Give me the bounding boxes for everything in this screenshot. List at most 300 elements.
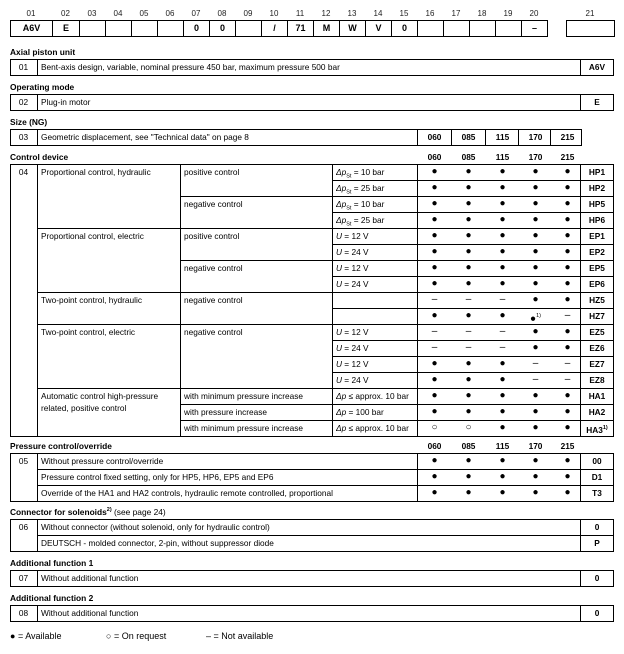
param-value: = 24 V <box>342 279 369 289</box>
param-value: = 24 V <box>342 247 369 257</box>
code-text: HA1 <box>588 391 606 401</box>
availability-mark: ● <box>564 455 571 466</box>
code-box: 0 <box>183 20 210 37</box>
size-code: 115 <box>495 132 510 142</box>
divider <box>37 605 38 622</box>
position-number: 05 <box>139 9 149 18</box>
code-box <box>79 20 106 37</box>
availability-mark: ● <box>564 246 571 257</box>
size-header: 215 <box>560 152 575 162</box>
legend-not-available <box>206 631 273 641</box>
control-parameter <box>336 340 416 356</box>
param-value: = 100 bar <box>346 407 384 417</box>
availability-mark: – <box>431 294 438 305</box>
control-sub-label: negative control <box>184 199 243 209</box>
availability-mark: ● <box>465 406 472 417</box>
order-code: 0 <box>594 573 600 583</box>
availability-mark: ● <box>532 230 539 241</box>
row-number: 08 <box>18 608 29 618</box>
availability-mark: – <box>532 374 539 385</box>
availability-mark: ● <box>564 182 571 193</box>
footnote-ref: 1) <box>602 425 608 431</box>
position-number: 04 <box>113 9 123 18</box>
availability-mark: ● <box>431 390 438 401</box>
availability-mark: ● <box>532 487 539 498</box>
order-code <box>580 212 614 228</box>
control-group-label: Automatic control high-pressure related, positive control <box>41 391 159 413</box>
order-code <box>580 388 614 404</box>
availability-mark: ● <box>465 182 472 193</box>
section-title: Size (NG) <box>10 117 48 127</box>
availability-mark: ● <box>499 406 506 417</box>
availability-mark: ● <box>564 278 571 289</box>
control-parameter <box>336 276 416 292</box>
control-sub-label: negative control <box>184 263 243 273</box>
code-box: / <box>261 20 288 37</box>
code-text: EP6 <box>589 279 605 289</box>
param-symbol: Δp <box>336 407 347 417</box>
code-box: 0 <box>209 20 236 37</box>
control-parameter <box>336 164 416 180</box>
availability-mark: – <box>564 374 571 385</box>
param-value: = 10 bar <box>351 167 385 177</box>
param-value: ≤ approx. 10 bar <box>346 391 409 401</box>
order-code: A6V <box>588 62 606 72</box>
availability-mark: – <box>431 326 438 337</box>
order-code: T3 <box>592 488 602 498</box>
row-description: Without additional function <box>41 608 139 618</box>
order-code <box>580 164 614 180</box>
availability-mark: ● <box>564 326 571 337</box>
availability-mark: ● <box>431 358 438 369</box>
param-value: ≤ approx. 10 bar <box>346 423 409 433</box>
code-box <box>495 20 522 37</box>
availability-mark: ● <box>564 487 571 498</box>
code-box <box>131 20 158 37</box>
section-title: Pressure control/override <box>10 441 112 451</box>
order-code: 0 <box>594 522 600 532</box>
position-number: 10 <box>269 9 279 18</box>
code-box: E <box>52 20 80 37</box>
position-number: 07 <box>191 9 201 18</box>
availability-mark: ● <box>431 230 438 241</box>
section-title: Additional function 1 <box>10 558 94 568</box>
code-box <box>105 20 132 37</box>
control-group-label: Two-point control, hydraulic <box>41 295 142 305</box>
availability-mark: ● <box>431 198 438 209</box>
size-header: 170 <box>528 441 543 451</box>
param-symbol: U <box>336 375 342 385</box>
availability-mark: ● <box>532 326 539 337</box>
order-code: 0 <box>594 608 600 618</box>
legend-on-request-label: = On request <box>113 631 167 641</box>
availability-mark: ● <box>564 406 571 417</box>
divider <box>37 453 38 501</box>
param-value: = 12 V <box>342 327 369 337</box>
availability-mark: ● <box>499 182 506 193</box>
param-symbol: U <box>336 247 342 257</box>
row-description: Geometric displacement, see "Technical data" on page 8 <box>41 132 249 142</box>
param-value: = 25 bar <box>351 183 385 193</box>
availability-mark: ● <box>532 406 539 417</box>
availability-mark: ● <box>465 262 472 273</box>
param-value: = 12 V <box>342 263 369 273</box>
size-header: 115 <box>495 441 510 451</box>
order-code <box>580 196 614 212</box>
availability-mark: – <box>499 294 506 305</box>
control-parameter <box>336 356 416 372</box>
availability-mark: – <box>465 342 472 353</box>
code-text: EZ8 <box>589 375 605 385</box>
availability-mark: ● <box>465 374 472 385</box>
availability-mark: – <box>465 294 472 305</box>
availability-mark: ● <box>532 214 539 225</box>
code-box <box>235 20 262 37</box>
availability-mark: ● <box>532 455 539 466</box>
availability-mark: – <box>564 310 571 321</box>
section-title: Additional function 2 <box>10 593 94 603</box>
availability-mark: ● <box>564 390 571 401</box>
code-text: EP1 <box>589 231 605 241</box>
legend-available-label: = Available <box>17 631 62 641</box>
code-text: EP5 <box>589 263 605 273</box>
code-box: 0 <box>391 20 418 37</box>
control-parameter <box>336 388 416 404</box>
row-description: Pressure control fixed setting, only for HP5, HP6, EP5 and EP6 <box>41 472 274 482</box>
availability-mark: ● <box>431 471 438 482</box>
order-code: 00 <box>592 456 602 466</box>
code-text: HP6 <box>588 215 606 225</box>
availability-mark: ● <box>532 390 539 401</box>
row-number: 03 <box>18 132 29 142</box>
availability-mark: ○ <box>431 422 438 433</box>
availability-mark: ● <box>431 262 438 273</box>
row-number: 02 <box>18 97 29 107</box>
availability-mark: ● <box>465 487 472 498</box>
position-number: 13 <box>347 9 357 18</box>
code-box: – <box>521 20 548 37</box>
param-symbol: Δp <box>336 423 347 433</box>
availability-mark: ● <box>532 422 539 433</box>
divider <box>37 129 38 146</box>
control-sub-label: with minimum pressure increase <box>184 391 303 401</box>
code-text: HP5 <box>588 199 606 209</box>
row-number: 01 <box>18 62 29 72</box>
param-subscript: St <box>346 173 352 180</box>
control-parameter <box>336 420 416 436</box>
position-number: 03 <box>87 9 97 18</box>
param-value: = 24 V <box>342 343 369 353</box>
row-description: Without additional function <box>41 573 139 583</box>
availability-mark: ● <box>532 471 539 482</box>
code-text: HA3 <box>586 424 603 435</box>
control-parameter <box>336 260 416 276</box>
row-number: 04 <box>18 167 29 177</box>
availability-mark: ● <box>465 214 472 225</box>
availability-mark: ● <box>564 198 571 209</box>
dash-icon: – <box>206 631 214 641</box>
availability-mark: ● <box>499 246 506 257</box>
control-group-label: Proportional control, hydraulic <box>41 167 151 177</box>
availability-mark: ● <box>532 294 539 305</box>
control-sub-label: positive control <box>184 167 240 177</box>
availability-mark: ● <box>564 471 571 482</box>
availability-mark: ● <box>499 310 506 321</box>
availability-mark: ● <box>499 230 506 241</box>
row-description: Plug-in motor <box>41 97 91 107</box>
row-description: Override of the HA1 and HA2 controls, hydraulic remote controlled, proportional <box>41 488 333 498</box>
availability-mark: ● <box>499 471 506 482</box>
code-box <box>566 20 615 37</box>
section-title: Control device <box>10 152 69 162</box>
availability-mark: ●$^{1)}$ <box>530 313 541 325</box>
position-number: 16 <box>425 9 435 18</box>
connector-title-sup: 2) <box>106 507 112 514</box>
order-code <box>580 276 614 292</box>
param-symbol: U <box>336 263 342 273</box>
availability-mark: – <box>499 342 506 353</box>
divider <box>37 164 38 436</box>
order-code <box>580 372 614 388</box>
divider <box>37 570 38 587</box>
availability-mark: ● <box>465 358 472 369</box>
param-symbol: U <box>336 359 342 369</box>
param-value: = 24 V <box>342 375 369 385</box>
availability-mark: ● <box>465 278 472 289</box>
size-code: 215 <box>560 132 575 142</box>
availability-mark: ● <box>431 182 438 193</box>
availability-mark: – <box>532 358 539 369</box>
control-sub-label: negative control <box>184 327 243 337</box>
position-number: 20 <box>529 9 539 18</box>
code-text: EZ6 <box>589 343 605 353</box>
availability-mark: ○ <box>465 422 472 433</box>
availability-mark: ● <box>499 358 506 369</box>
legend-not-available-label: = Not available <box>213 631 274 641</box>
size-header: 085 <box>461 152 476 162</box>
availability-mark: ● <box>499 390 506 401</box>
position-number: 14 <box>373 9 383 18</box>
availability-mark: ● <box>465 246 472 257</box>
availability-mark: ● <box>431 310 438 321</box>
code-box: A6V <box>10 20 53 37</box>
divider <box>332 164 333 436</box>
availability-mark: ● <box>532 342 539 353</box>
code-box <box>417 20 444 37</box>
availability-mark: ● <box>564 166 571 177</box>
order-code <box>580 228 614 244</box>
control-parameter <box>336 212 416 228</box>
legend-on-request <box>106 631 166 641</box>
size-header: 170 <box>528 152 543 162</box>
param-symbol: Δp <box>336 167 347 177</box>
code-text: HZ5 <box>589 295 605 305</box>
control-sub-label: negative control <box>184 295 243 305</box>
availability-mark: ● <box>499 455 506 466</box>
position-number: 01 <box>26 9 36 18</box>
row-description: Without connector (without solenoid, only for hydraulic control) <box>41 522 270 532</box>
filled-dot-icon: ● <box>10 631 18 641</box>
control-parameter <box>336 324 416 340</box>
order-code <box>580 180 614 196</box>
code-box: 71 <box>287 20 314 37</box>
availability-mark: ● <box>499 422 506 433</box>
divider <box>37 94 38 111</box>
param-symbol: U <box>336 231 342 241</box>
availability-mark: ● <box>564 422 571 433</box>
hollow-dot-icon: ○ <box>106 631 114 641</box>
availability-mark: ● <box>431 455 438 466</box>
position-number: 09 <box>243 9 253 18</box>
control-parameter <box>336 372 416 388</box>
control-parameter <box>336 292 416 308</box>
row-number: 06 <box>18 522 29 532</box>
availability-mark: ● <box>431 374 438 385</box>
connector-title-note: (see page 24) <box>111 507 166 517</box>
control-group-label: Proportional control, electric <box>41 231 144 241</box>
availability-mark: ● <box>499 487 506 498</box>
legend-available <box>10 631 62 641</box>
size-header: 115 <box>495 152 510 162</box>
order-code: P <box>594 538 600 548</box>
availability-mark: ● <box>532 182 539 193</box>
order-code <box>580 292 614 308</box>
size-code: 170 <box>528 132 543 142</box>
order-code <box>580 308 614 324</box>
param-value: = 12 V <box>342 359 369 369</box>
availability-mark: ● <box>499 374 506 385</box>
row-description: DEUTSCH - molded connector, 2-pin, without suppressor diode <box>41 538 274 548</box>
availability-mark: ● <box>564 342 571 353</box>
code-text: EZ5 <box>589 327 605 337</box>
order-code <box>580 324 614 340</box>
position-number: 18 <box>477 9 487 18</box>
availability-mark: ● <box>465 455 472 466</box>
order-code: D1 <box>591 472 603 482</box>
param-symbol: U <box>336 343 342 353</box>
availability-mark: ● <box>564 294 571 305</box>
availability-mark: ● <box>465 198 472 209</box>
availability-mark: ● <box>499 278 506 289</box>
position-number: 11 <box>295 9 305 18</box>
size-code: 085 <box>461 132 476 142</box>
control-group-label: Two-point control, electric <box>41 327 136 337</box>
availability-mark: ● <box>499 166 506 177</box>
row-description: Without pressure control/override <box>41 456 164 466</box>
param-symbol: U <box>336 327 342 337</box>
position-number: 21 <box>585 9 595 18</box>
availability-mark: – <box>564 358 571 369</box>
availability-mark: ● <box>532 262 539 273</box>
order-code <box>580 420 614 436</box>
control-parameter <box>336 228 416 244</box>
code-text: HP1 <box>588 167 606 177</box>
availability-mark: – <box>465 326 472 337</box>
param-symbol: U <box>336 279 342 289</box>
control-parameter <box>336 196 416 212</box>
position-number: 15 <box>399 9 409 18</box>
availability-mark: ● <box>532 278 539 289</box>
availability-mark: ● <box>465 310 472 321</box>
availability-mark: ● <box>564 262 571 273</box>
availability-mark: ● <box>465 471 472 482</box>
divider <box>37 59 38 76</box>
availability-mark: ● <box>431 246 438 257</box>
code-box <box>443 20 470 37</box>
size-code: 060 <box>427 132 442 142</box>
order-code <box>580 244 614 260</box>
control-sub-label: positive control <box>184 231 240 241</box>
row-description: Bent-axis design, variable, nominal pressure 450 bar, maximum pressure 500 bar <box>41 62 340 72</box>
param-value: = 10 bar <box>351 199 385 209</box>
availability-mark: ● <box>564 214 571 225</box>
availability-mark: – <box>431 342 438 353</box>
code-box: V <box>365 20 392 37</box>
code-text: EP2 <box>589 247 605 257</box>
availability-mark: ● <box>465 390 472 401</box>
section-title: Operating mode <box>10 82 75 92</box>
code-text: EZ7 <box>589 359 605 369</box>
size-header: 085 <box>461 441 476 451</box>
availability-mark: ● <box>465 230 472 241</box>
availability-mark: ● <box>431 166 438 177</box>
code-box: M <box>313 20 340 37</box>
availability-mark: ● <box>499 198 506 209</box>
availability-mark: ● <box>532 166 539 177</box>
param-subscript: St <box>346 205 352 212</box>
connector-title-title: Connector for solenoids <box>10 507 107 517</box>
availability-mark: ● <box>431 406 438 417</box>
position-number: 06 <box>165 9 175 18</box>
param-symbol: Δp <box>336 199 347 209</box>
param-value: = 12 V <box>342 231 369 241</box>
order-code <box>580 260 614 276</box>
divider <box>180 164 181 436</box>
availability-mark: ● <box>532 246 539 257</box>
availability-mark: ● <box>465 166 472 177</box>
order-code <box>580 356 614 372</box>
control-parameter <box>336 244 416 260</box>
availability-mark: ● <box>499 214 506 225</box>
availability-mark: ● <box>499 262 506 273</box>
param-symbol: Δp <box>336 183 347 193</box>
code-box: W <box>339 20 366 37</box>
position-number: 19 <box>503 9 513 18</box>
param-symbol: Δp <box>336 215 347 225</box>
control-sub-label: with pressure increase <box>184 407 268 417</box>
position-number: 02 <box>61 9 70 18</box>
param-subscript: St <box>346 189 352 196</box>
availability-mark: ● <box>564 230 571 241</box>
control-parameter <box>336 308 416 324</box>
position-number: 12 <box>321 9 331 18</box>
param-subscript: St <box>346 221 352 228</box>
order-code: E <box>594 97 600 107</box>
size-header: 060 <box>427 152 442 162</box>
row-number: 07 <box>18 573 29 583</box>
order-code <box>580 340 614 356</box>
row-number: 05 <box>18 456 29 466</box>
size-header: 060 <box>427 441 442 451</box>
control-parameter <box>336 180 416 196</box>
control-sub-label: with minimum pressure increase <box>184 423 303 433</box>
section-title <box>10 507 166 517</box>
availability-mark: ● <box>431 214 438 225</box>
order-code <box>580 404 614 420</box>
code-text: HA2 <box>588 407 606 417</box>
availability-mark: – <box>499 326 506 337</box>
control-parameter <box>336 404 416 420</box>
